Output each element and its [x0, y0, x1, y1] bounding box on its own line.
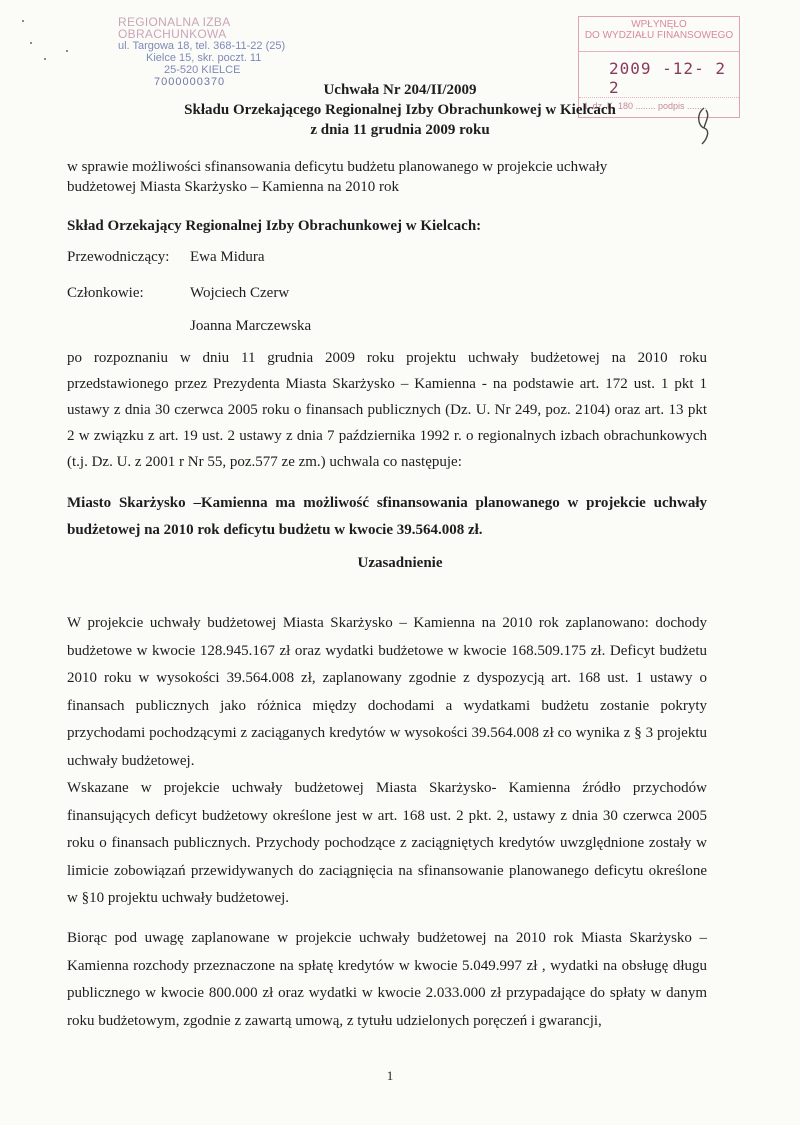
sender-stamp-line: Kielce 15, skr. poczt. 11	[146, 52, 262, 64]
sender-stamp-line: ul. Targowa 18, tel. 368-11-22 (25)	[118, 40, 286, 52]
resolution-authority: Składu Orzekającego Regionalnej Izby Obrachunkowej w Kielcach	[184, 102, 616, 118]
subject-line: w sprawie możliwości sfinansowania deficytu budżetu planowanego w projekcie uchwały	[67, 159, 608, 175]
scan-artifact	[66, 50, 68, 52]
panel-heading: Skład Orzekający Regionalnej Izby Obrachunkowej w Kielcach:	[67, 218, 482, 234]
received-stamp-header	[579, 19, 739, 41]
chair-name: Ewa Midura	[190, 249, 265, 265]
members-label: Członkowie:	[67, 285, 144, 301]
member-name: Joanna Marczewska	[190, 318, 312, 334]
received-stamp-footer: L.dz. K. 180 ........ podpis ........	[585, 101, 708, 111]
sender-stamp-line: 7000000370	[154, 76, 226, 88]
page-number: 1	[386, 1068, 394, 1083]
member-name: Wojciech Czerw	[190, 285, 290, 301]
received-stamp-header-line: DO WYDZIAŁU FINANSOWEGO	[584, 30, 734, 41]
chair-label: Przewodniczący:	[67, 249, 170, 265]
stamp-divider	[579, 51, 739, 52]
justification-heading: Uzasadnienie	[357, 555, 443, 571]
scan-artifact	[22, 20, 24, 22]
resolution-paragraph: po rozpoznaniu w dniu 11 grudnia 2009 roku projektu uchwały budżetowej na 2010 roku przedstawionego przez Prezydenta Miasta Skarżysko – Kamienna - na podstawie art. 172 ust. 1 pkt 1 ustawy z dnia 30 czerwca 2005 roku o finansach publicznych (Dz. U. Nr 249, poz. 2104) oraz art. 13 pkt 2 w związku z art. 19 ust. 2 ustawy z dnia 7 października 1992 r. o regionalnych izbach obrachunkowych (t.j. Dz. U. z 2001 r Nr 55, poz.577 ze zm.) uchwala co następuje:	[67, 350, 707, 470]
sender-stamp-line: REGIONALNA IZBA OBRACHUNKOWA	[118, 15, 230, 41]
resolution-date: z dnia 11 grudnia 2009 roku	[310, 122, 490, 138]
justification-paragraph: Wskazane w projekcie uchwały budżetowej Miasta Skarżysko- Kamienna źródło przychodów finansujących deficyt budżetowy określone jest w art. 168 ust. 2 pkt. 2, ustawy z dnia 30 czerwca 2005 roku o finansach publicznych. Przychody pochodzące z zaciągniętych kredytów uwzględnione zostały w limicie zobowiązań przewidywanych do zaciągnięcia na sfinansowanie planowanego deficytu określone w §10 projektu uchwały budżetowej.	[67, 780, 707, 906]
received-date: 2009 -12- 2 2	[609, 59, 726, 97]
subject-line: budżetowej Miasta Skarżysko – Kamienna na 2010 rok	[67, 179, 399, 195]
sender-stamp-line: 25-520 KIELCE	[164, 64, 241, 76]
sender-stamp	[118, 16, 318, 88]
scan-artifact	[30, 42, 32, 44]
scan-artifact	[44, 58, 46, 60]
received-stamp-header-line: WPŁYNĘŁO	[631, 19, 687, 30]
justification-paragraph: Biorąc pod uwagę zaplanowane w projekcie uchwały budżetowej na 2010 rok Miasta Skarżysko – Kamienna rozchody przeznaczone na spłatę kredytów w kwocie 5.049.997 zł , wydatki na obsługę długu publicznego w kwocie 800.000 zł oraz wydatki w kwocie 2.033.000 zł przypadające do spłaty w danym roku budżetowym, zgodnie z zawartą umową, z tytułu udzielonych poręczeń i gwarancji,	[67, 930, 707, 1029]
resolution-number: Uchwała Nr 204/II/2009	[323, 82, 477, 98]
decision-paragraph: Miasto Skarżysko –Kamienna ma możliwość sfinansowania planowanego w projekcie uchwały budżetowej na 2010 rok deficytu budżetu w kwocie 39.564.008 zł.	[67, 495, 707, 538]
justification-paragraph: W projekcie uchwały budżetowej Miasta Skarżysko – Kamienna na 2010 rok zaplanowano: dochody budżetowe w kwocie 128.945.167 zł oraz wydatki budżetowe w kwocie 168.509.175 zł. Deficyt budżetu 2010 roku w wysokości 39.564.008 zł, zaplanowany zgodnie z dyspozycją art. 168 ust. 1 ustawy o finansach publicznych jako różnica między dochodami a wydatkami budżetu zostanie pokryty przychodami pochodzącymi z zaciąganych kredytów w wysokości 39.564.008 zł co wynika z § 3 projektu uchwały budżetowej.	[67, 615, 707, 769]
